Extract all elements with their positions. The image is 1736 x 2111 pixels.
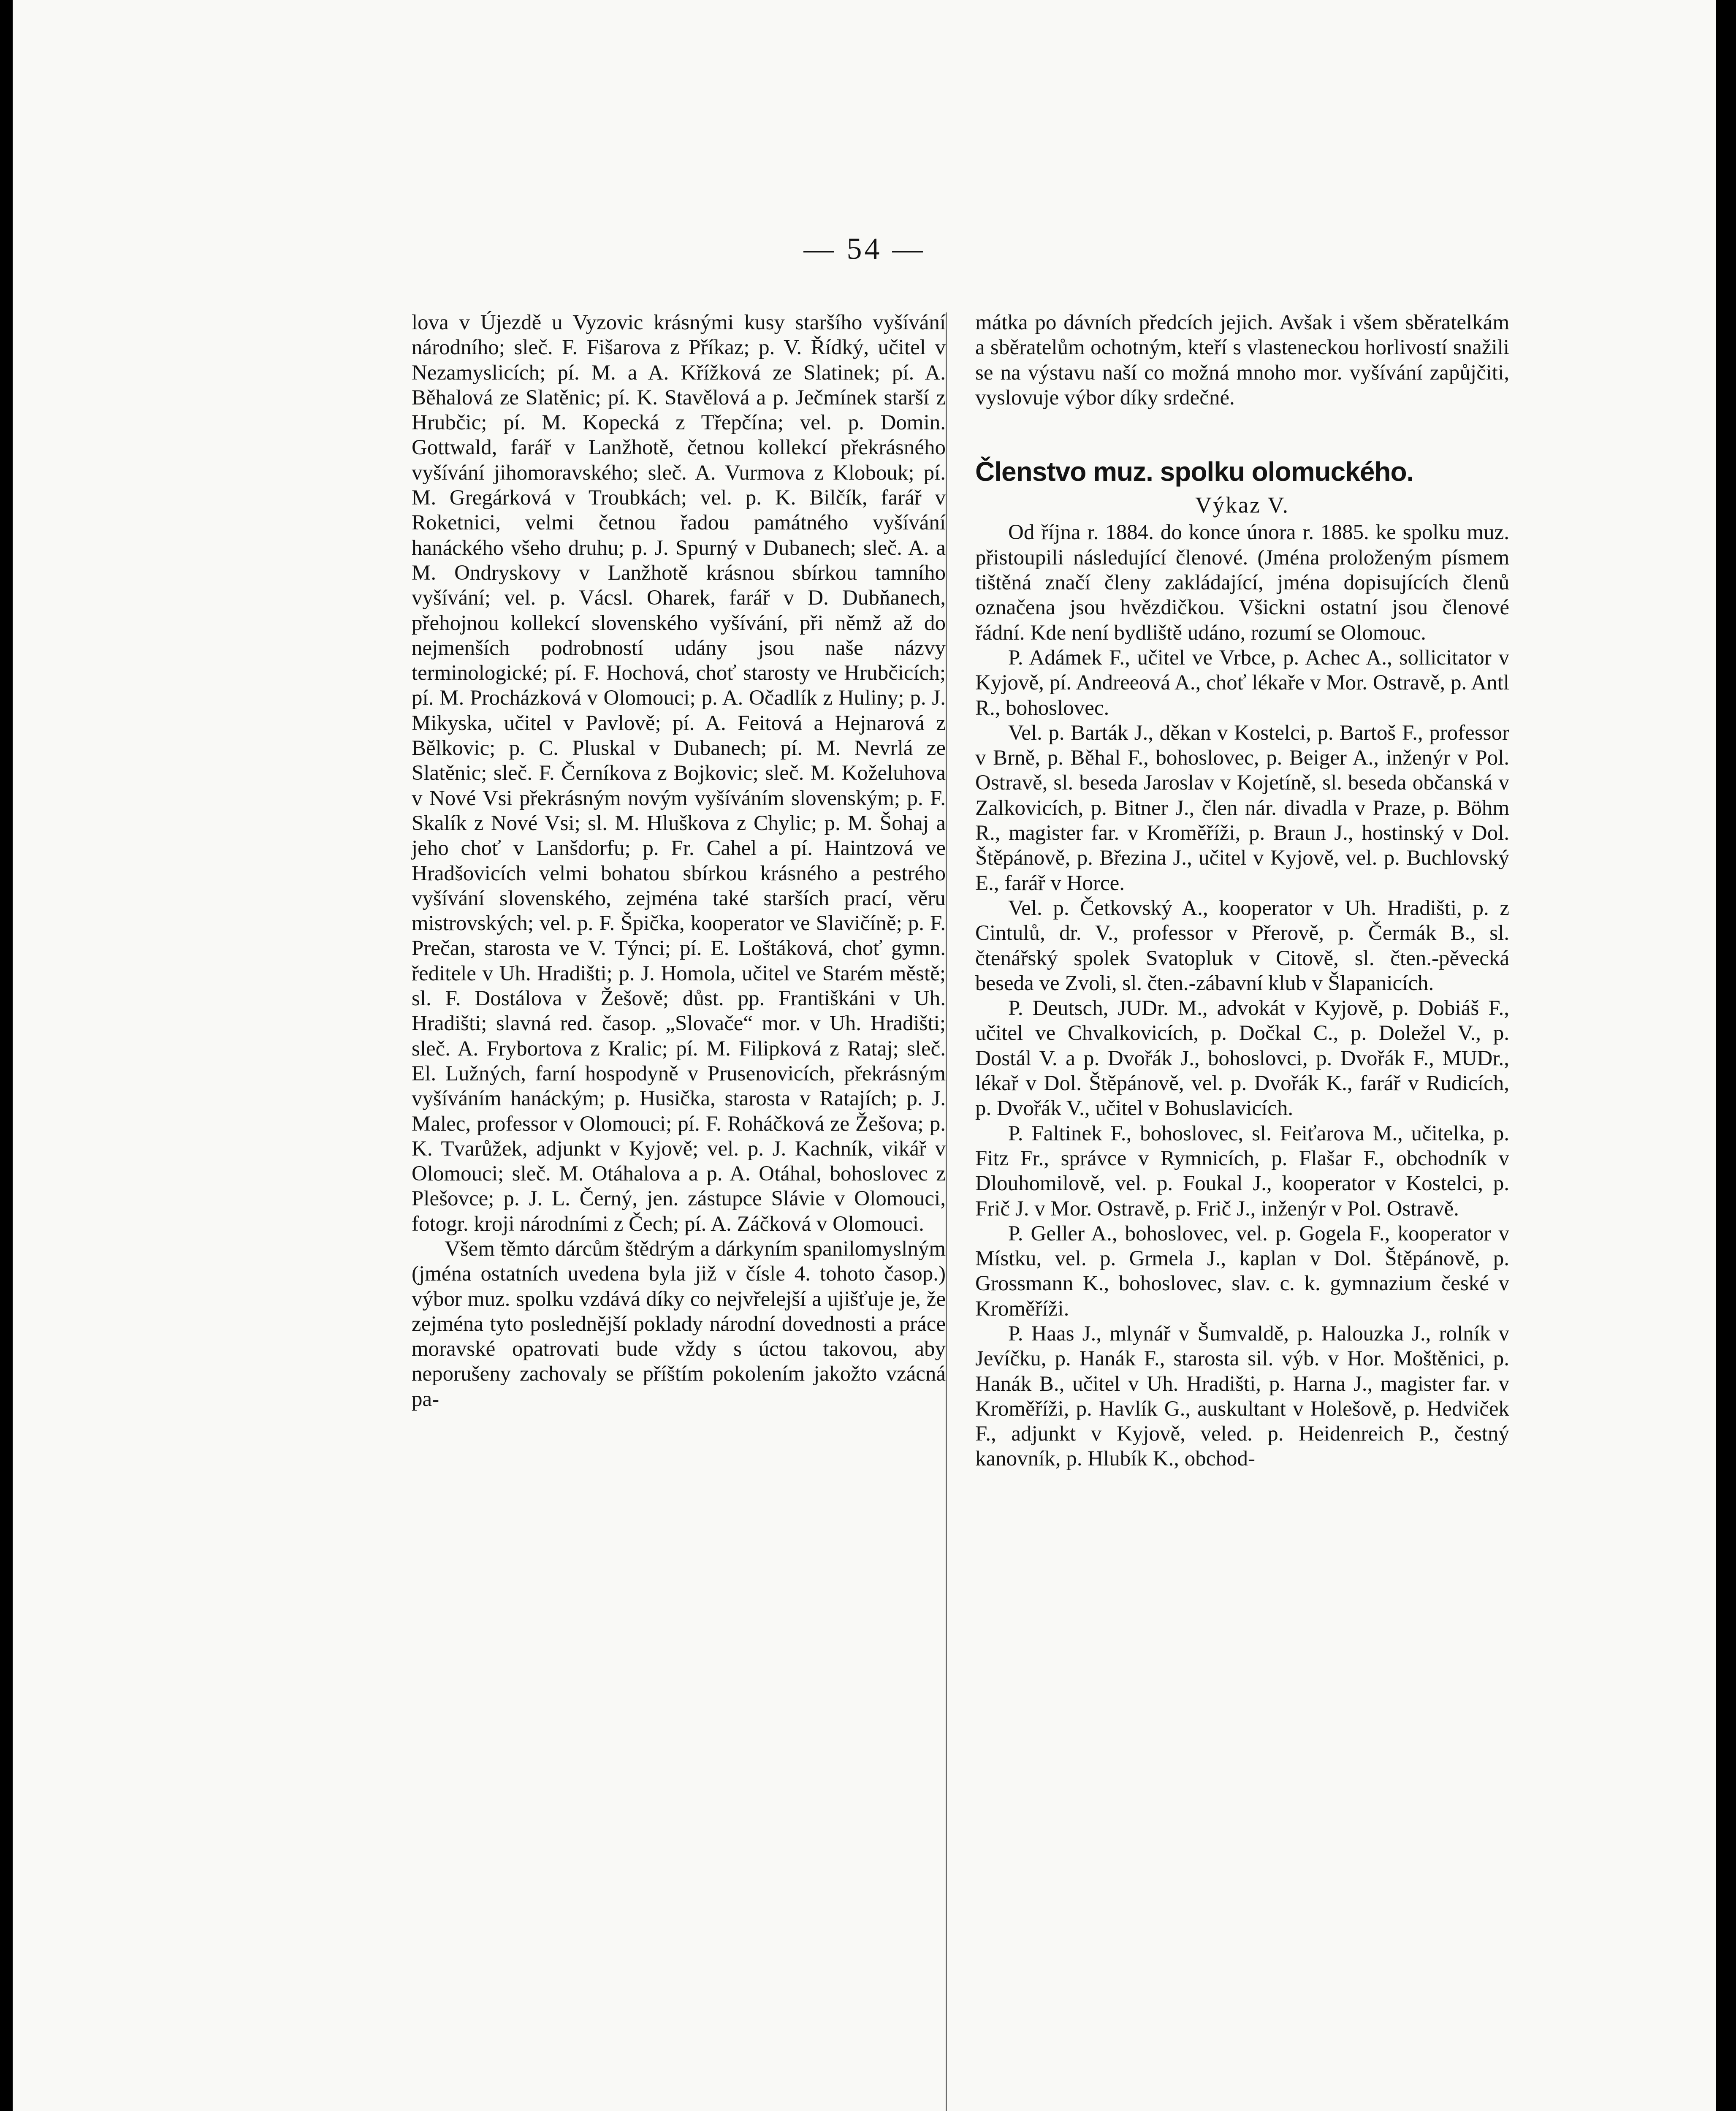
members-b-paragraph: Vel. p. Barták J., děkan v Kostelci, p. Bartoš F., professor v Brně, p. Běhal F., bohoslovec, p. Beiger A., inženýr v Pol. Ostravě, sl. beseda Jaroslav v Kojetíně, sl. beseda občanská v Zalkovicích, p. Bitner J., člen nár. divadla v Praze, p. Böhm R., magister far. v Kroměříži, p. Braun J., hostinský v Dol. Štěpánově, p. Březina J., učitel v Kyjově, vel. p. Buchlovský E., farář v Horce. <box>975 721 1509 895</box>
members-g-paragraph: P. Geller A., bohoslovec, vel. p. Gogela F., kooperator v Místku, vel. p. Grmela J., kaplan v Dol. Štěpánově, p. Grossmann K., bohoslovec, slav. c. k. gymnazium české v Kroměříži. <box>975 1221 1509 1321</box>
intro-paragraph: Od října r. 1884. do konce února r. 1885. ke spolku muz. přistoupili následující členové. (Jména proloženým písmem tištěná značí členy zakládající, jména dopisujících členů označena jsou hvězdičkou. Všickni ostatní jsou členové řádní. Kde není bydliště udáno, rozumí se Olomouc. <box>975 521 1509 645</box>
thanks-paragraph: Všem těmto dárcům štědrým a dárkyním spanilomyslným (jména ostatních uvedena byla již v čísle 4. tohoto časop.) výbor muz. spolku vzdává díky co nejvřelejší a ujišťuje je, že zejména tyto poslednější poklady národní dovednosti a práce moravské opatrovati bude vždy s úctou takovou, aby neporušeny zachovaly se příštím pokolením jakožto vzácná pa- <box>412 1237 946 1411</box>
members-f-paragraph: P. Faltinek F., bohoslovec, sl. Feiťarova M., učitelka, p. Fitz Fr., správce v Rymnicích, p. Flašar F., obchodník v Dlouhomilově, vel. p. Foukal J., kooperator v Kostelci, p. Frič J. v Mor. Ostravě, p. Frič J., inženýr v Pol. Ostravě. <box>975 1121 1509 1221</box>
thanks-continuation-paragraph: mátka po dávních předcích jejich. Avšak i všem sběratelkám a sběratelům ochotným, kteří s vlasteneckou horlivostí snažili se na výstavu naší co možná mnoho mor. vyšívání zapůjčiti, vyslovuje výbor díky srdečné. <box>975 311 1509 410</box>
page-number: — 54 — <box>803 232 925 266</box>
document-page <box>13 0 1716 2111</box>
section-subtitle: Výkaz V. <box>1195 492 1289 518</box>
donor-list-paragraph: lova v Újezdě u Vyzovic krásnými kusy staršího vyšívání národního; sleč. F. Fišarova z Příkaz; p. V. Řídký, učitel v Nezamyslicích; pí. M. a A. Křížková ze Slatinek; pí. A. Běhalová ze Slatěnic; pí. K. Stavělová a p. Ječmínek starší z Hrubčic; pí. M. Kopecká z Třepčína; vel. p. Domin. Gottwald, farář v Lanžhotě, četnou kollekcí překrásného vyšívání jihomoravského; sleč. A. Vurmova z Klobouk; pí. M. Gregárková v Troubkách; vel. p. K. Bilčík, farář v Roketnici, velmi četnou řadou památného vyšívání hanáckého všeho druhu; p. J. Spurný v Dubanech; sleč. A. a M. Ondryskovy v Lanžhotě krásnou sbírkou tamního vyšívání; vel. p. Vácsl. Oharek, farář v D. Dubňanech, přehojnou kollekcí slovenského vyšívání, při němž až do nejmenších podrobností udány jsou naše názvy terminologické; pí. F. Hochová, choť starosty ve Hrubčicích; pí. M. Procházková v Olomouci; p. A. Očadlík z Huliny; p. J. Mikyska, učitel v Pavlově; pí. A. Feitová a Hejnarová z Bělkovic; p. C. Pluskal v Dubanech; pí. M. Nevrlá ze Slatěnic; sleč. F. Černíkova z Bojkovic; sleč. M. Koželuhova v Nové Vsi překrásným novým vyšíváním slovenským; p. F. Skalík z Nové Vsi; sl. M. Hluškova z Chylic; p. M. Šohaj a jeho choť v Lanšdorfu; p. Fr. Cahel a pí. Haintzová ve Hradšovicích velmi bohatou sbírkou krásného a pestrého vyšívání slovenského, zejména také starších prací, věru mistrovských; vel. p. F. Špička, kooperator ve Slavičíně; p. F. Prečan, starosta ve V. Týnci; pí. E. Loštáková, choť gymn. ředitele v Uh. Hradišti; p. J. Homola, učitel ve Starém městě; sl. F. Dostálova v Žešově; důst. pp. Františkáni v Uh. Hradišti; slavná red. časop. „Slovače“ mor. v Uh. Hradišti; sleč. A. Frybortova z Kralic; pí. M. Filipková z Rataj; sleč. El. Lužných, farní hospodyně v Prusenovicích, překrásným vyšíváním hanáckým; p. Husička, starosta v Ratajích; p. J. Malec, professor v Olomouci; pí. F. Roháčková ze Žešova; p. K. Tvarůžek, adjunkt v Kyjově; vel. p. J. Kachník, vikář v Olomouci; sleč. M. Otáhalova a p. A. Otáhal, bohoslovec z Plešovce; p. J. L. Černý, jen. zástupce Slávie v Olomouci, fotogr. kroji národními z Čech; pí. A. Záčková v Olomouci. <box>412 311 946 1236</box>
column-divider <box>946 312 947 2111</box>
members-a-paragraph: P. Adámek F., učitel ve Vrbce, p. Achec A., sollicitator v Kyjově, pí. Andreeová A., choť lékaře v Mor. Ostravě, p. Antl R., bohoslovec. <box>975 646 1509 720</box>
members-d-paragraph: P. Deutsch, JUDr. M., advokát v Kyjově, p. Dobiáš F., učitel ve Chvalkovicích, p. Dočkal C., p. Doležel V., p. Dostál V. a p. Dvořák J., bohoslovci, p. Dvořák F., MUDr., lékař v Dol. Štěpánově, vel. p. Dvořák K., farář v Rudicích, p. Dvořák V., učitel v Bohuslavicích. <box>975 996 1509 1121</box>
left-column <box>412 310 946 1412</box>
section-heading: Členstvo muz. spolku olomuckého. <box>975 456 1414 487</box>
members-c-paragraph: Vel. p. Četkovský A., kooperator v Uh. Hradišti, p. z Cintulů, dr. V., professor v Přerově, p. Čermák B., sl. čtenářský spolek Svatopluk v Citově, sl. čten.-pěvecká beseda ve Zvoli, sl. čten.-zábavní klub v Šlapanicích. <box>975 896 1509 995</box>
members-h-paragraph: P. Haas J., mlynář v Šumvaldě, p. Halouzka J., rolník v Jevíčku, p. Hanák F., starosta sil. výb. v Hor. Moštěnici, p. Hanák B., učitel v Uh. Hradišti, p. Harna J., magister far. v Kroměříži, p. Havlík G., auskultant v Holešově, p. Hedviček F., adjunkt v Kyjově, veled. p. Heidenreich P., čestný kanovník, p. Hlubík K., obchod- <box>975 1321 1509 1471</box>
right-column <box>975 310 1509 1472</box>
